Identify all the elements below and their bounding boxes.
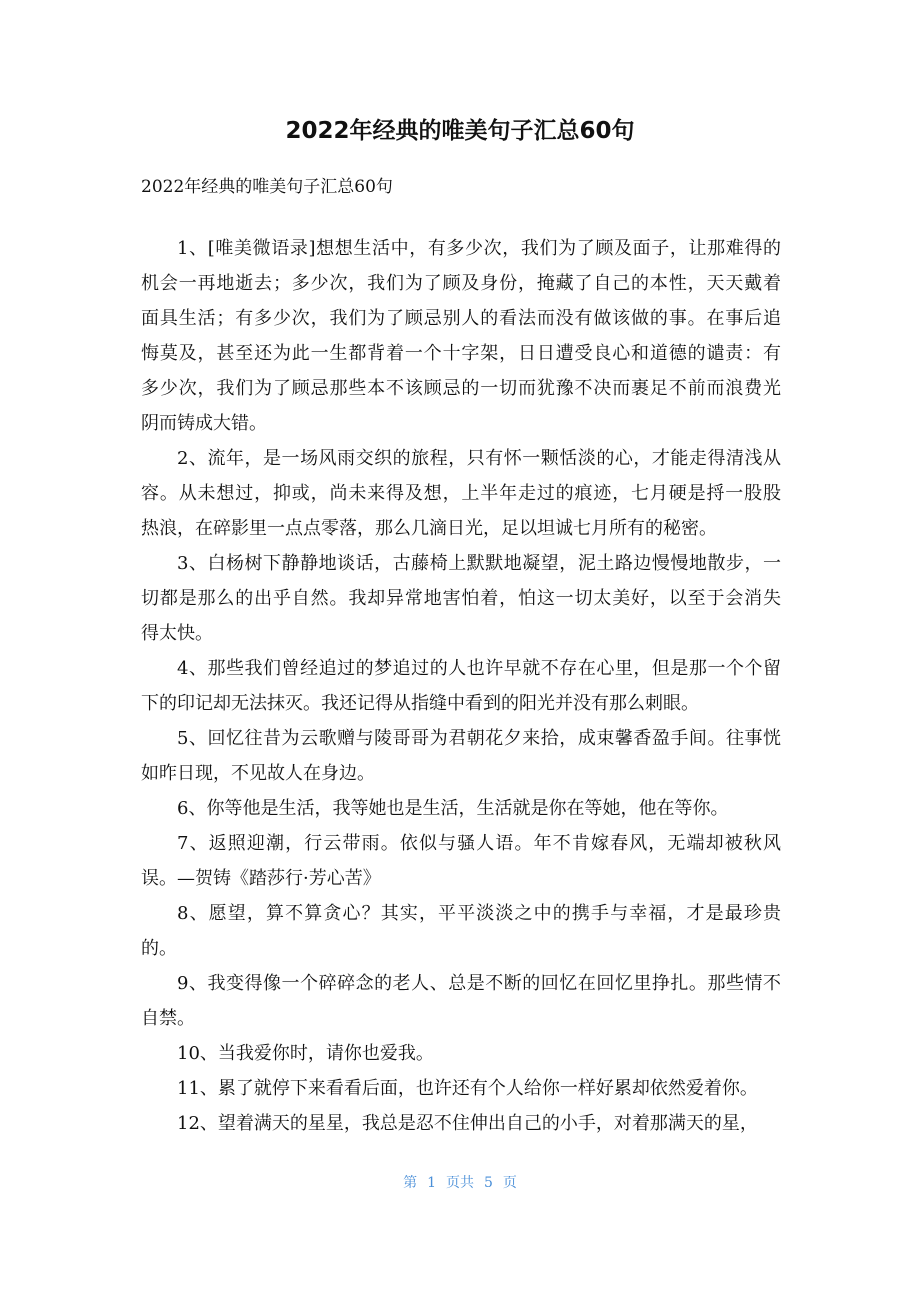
text-line: 11、累了就停下来看看后面，也许还有个人给你一样好累却依然爱着你。: [177, 1078, 758, 1099]
page-footer: [0, 1172, 920, 1192]
text-line: 9、我变得像一个碎碎念的老人、总是不断的回忆在回忆里挣扎。那些情不: [177, 973, 781, 994]
text-line: 悔莫及，甚至还为此一生都背着一个十字架，日日遭受良心和道德的谴责：有: [141, 343, 781, 364]
text-line: 机会一再地逝去；多少次，我们为了顾及身份，掩藏了自己的本性，天天戴着: [141, 273, 781, 294]
text-line: 下的印记却无法抹灭。我还记得从指缝中看到的阳光并没有那么刺眼。: [141, 693, 699, 714]
text-line: 10、当我爱你时，请你也爱我。: [177, 1043, 434, 1064]
paragraph: [141, 826, 781, 896]
paragraph: [141, 651, 781, 721]
document-body: [141, 231, 781, 1141]
text-line: 的。: [141, 938, 177, 959]
text-line: 切都是那么的出乎自然。我却异常地害怕着，怕这一切太美好，以至于会消失: [141, 588, 781, 609]
text-line: 如昨日现，不见故人在身边。: [141, 763, 375, 784]
paragraph: [141, 966, 781, 1036]
text-line: 1、[唯美微语录]想想生活中，有多少次，我们为了顾及面子，让那难得的: [177, 238, 781, 259]
paragraph: [141, 791, 781, 826]
footer-suffix: 页: [502, 1175, 517, 1191]
paragraph: [141, 1036, 781, 1071]
text-line: 多少次，我们为了顾忌那些本不该顾忌的一切而犹豫不决而裹足不前而浪费光: [141, 378, 781, 399]
text-line: 7、返照迎潮，行云带雨。依似与骚人语。年不肯嫁春风，无端却被秋风: [177, 833, 781, 854]
paragraph: [141, 1071, 781, 1106]
text-line: 热浪，在碎影里一点点零落，那么几滴日光，足以坦诚七月所有的秘密。: [141, 518, 717, 539]
paragraph: [141, 1106, 781, 1141]
text-line: 8、愿望，算不算贪心？其实，平平淡淡之中的携手与幸福，才是最珍贵: [177, 903, 781, 924]
paragraph: [141, 721, 781, 791]
total-pages: 5: [484, 1175, 493, 1191]
document-subtitle: 2022年经典的唯美句子汇总60句: [141, 177, 393, 197]
current-page: 1: [427, 1175, 436, 1191]
text-line: 阴而铸成大错。: [141, 413, 267, 434]
footer-middle: 页共: [446, 1175, 474, 1191]
text-line: 3、白杨树下静静地谈话，古藤椅上默默地凝望，泥土路边慢慢地散步，一: [177, 553, 781, 574]
footer-prefix: 第: [403, 1175, 418, 1191]
text-line: 自禁。: [141, 1008, 195, 1029]
text-line: 得太快。: [141, 623, 213, 644]
text-line: 误。—贺铸《踏莎行·芳心苦》: [141, 868, 381, 889]
paragraph: [141, 896, 781, 966]
text-line: 4、那些我们曾经追过的梦追过的人也许早就不存在心里，但是那一个个留: [177, 658, 781, 679]
paragraph: [141, 441, 781, 546]
text-line: 12、望着满天的星星，我总是忍不住伸出自己的小手，对着那满天的星，: [177, 1113, 758, 1134]
text-line: 面具生活；有多少次，我们为了顾忌别人的看法而没有做该做的事。在事后追: [141, 308, 781, 329]
text-line: 容。从未想过，抑或，尚未来得及想，上半年走过的痕迹，七月硬是捋一股股: [141, 483, 781, 504]
document-title: 2022年经典的唯美句子汇总60句: [285, 118, 635, 144]
paragraph: [141, 231, 781, 441]
paragraph: [141, 546, 781, 651]
text-line: 2、流年，是一场风雨交织的旅程，只有怀一颗恬淡的心，才能走得清浅从: [177, 448, 781, 469]
text-line: 6、你等他是生活，我等她也是生活，生活就是你在等她，他在等你。: [177, 798, 729, 819]
text-line: 5、回忆往昔为云歌赠与陵哥哥为君朝花夕来拾，成束馨香盈手间。往事恍: [177, 728, 781, 749]
